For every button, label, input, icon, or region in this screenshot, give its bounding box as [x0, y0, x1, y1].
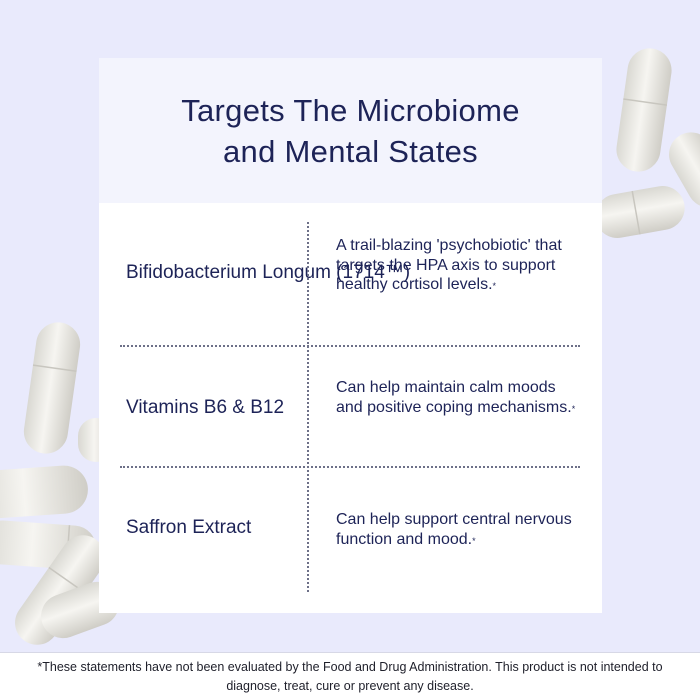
ingredient-name: Bifidobacterium Longum (1714™): [126, 262, 411, 283]
ingredient-name: Saffron Extract: [126, 517, 252, 538]
disclaimer-text: *These statements have not been evaluated by the Food and Drug Administration. This product is not intended to diagnose, treat, cure or prevent any disease.: [37, 659, 663, 693]
column-divider: [307, 222, 309, 592]
card-header: [99, 58, 602, 203]
row-divider: [120, 345, 580, 347]
benefit-text: Can help maintain calm moods and positive coping mechanisms.: [336, 379, 572, 416]
footnote-mark: *: [571, 403, 576, 414]
ingredient-benefit: [336, 236, 576, 295]
ingredient-benefit: [336, 378, 576, 417]
row-divider: [120, 466, 580, 468]
ingredient-benefit: [336, 510, 576, 549]
benefit-text: Can help support central nervous function and mood.: [336, 511, 572, 548]
footnote-mark: *: [472, 535, 476, 546]
ingredients-card: [99, 58, 602, 613]
capsule-image: [21, 320, 83, 457]
page-title: Targets The Microbiome and Mental States: [181, 92, 520, 169]
footnote-mark: *: [492, 281, 497, 291]
ingredient-name: Vitamins B6 & B12: [126, 397, 285, 418]
benefit-text: A trail-blazing 'psychobiotic' that targets the HPA axis to support healthy cortisol levels.: [336, 237, 562, 293]
capsule-image: [614, 46, 675, 175]
disclaimer-footer: [0, 652, 700, 700]
capsule-image: [0, 464, 90, 520]
capsule-image: [592, 183, 688, 242]
